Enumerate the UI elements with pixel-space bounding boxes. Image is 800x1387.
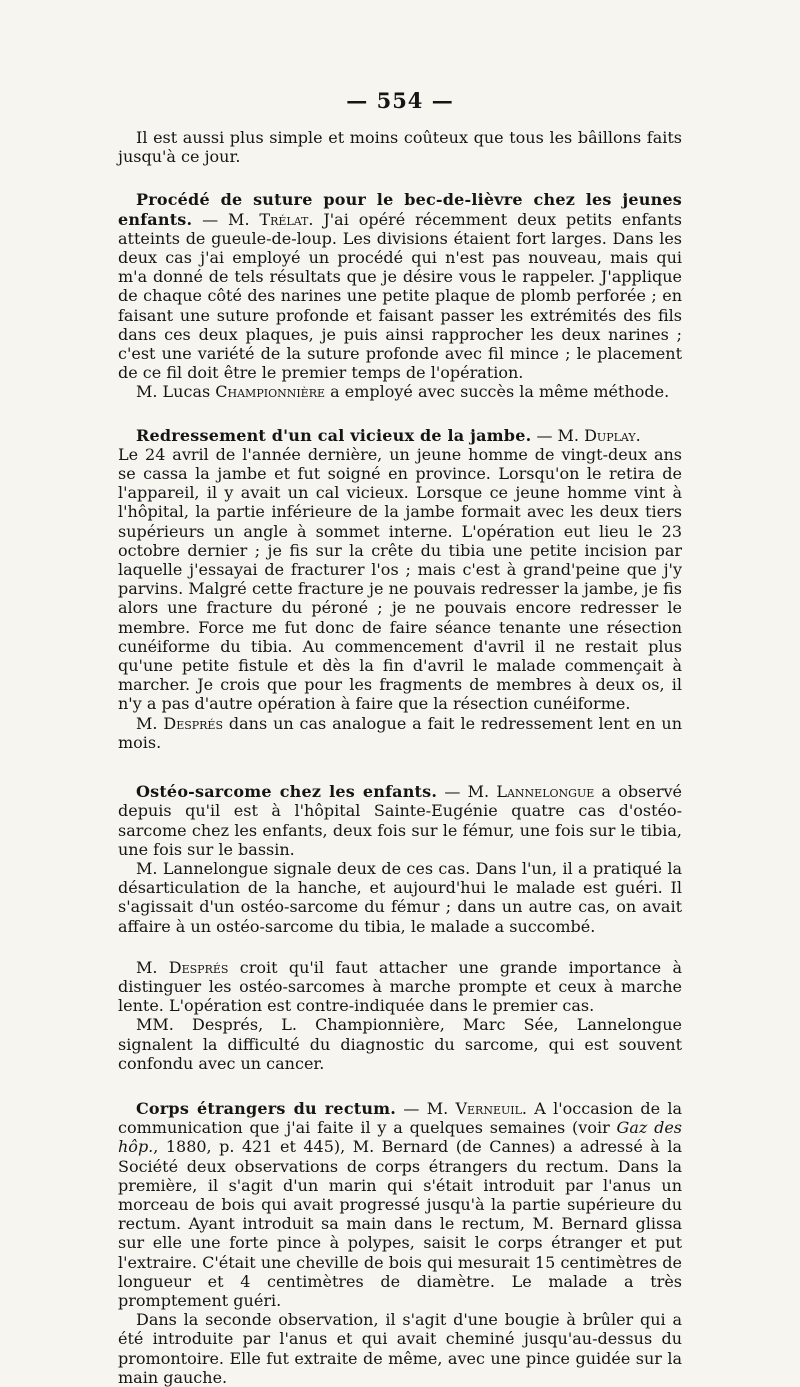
rectum-dash: — M.	[396, 1098, 456, 1118]
osteo-text: a observé depuis qu'il est à l'hôpital Sainte-Eugénie quatre cas d'ostéo-sarcome chez les enfants, deux fois sur le fémur, une fois sur le tibia, une fois sur le bassin.	[118, 782, 682, 859]
intro-paragraph: Il est aussi plus simple et moins coûteux que tous les bâillons faits jusqu'à ce jour.	[118, 128, 682, 167]
page-number: — 554 —	[346, 88, 454, 113]
section-suture	[118, 190, 682, 401]
section-osteo	[118, 782, 682, 1073]
suture-heading: Procédé de suture pour le bec-de-lièvre chez les jeunes enfants.	[118, 190, 682, 229]
suture-author: Trélat	[259, 209, 309, 229]
osteo-author: Lannelongue	[496, 782, 595, 802]
jambe-dash: — M.	[531, 425, 585, 445]
osteo-p3-prefix: M.	[136, 957, 169, 977]
rectum-text-a: . A l'occasion de la communication que j'ai faite il y a quelques semaines (voir	[118, 1098, 682, 1138]
suture-p2-prefix: M. Lucas	[136, 382, 216, 402]
rectum-text-b: , 1880, p. 421 et 445), M. Bernard (de Cannes) a adressé à la Société deux observations de corps étrangers du rectum. Dans la première, il s'agit d'un marin qui s'était introduit par l'anus un morceau de bois qui avait progressé jusqu'à la partie supérieure du rectum. Ayant introduit sa main dans le rectum, M. Bernard glissa sur elle une forte pince à polypes, saisit le corps étranger et put l'extraire. C'était une cheville de bois qui mesurait 15 centimètres de longueur et 4 centimètres de diamètre. Le malade a très promptement guéri.	[118, 1137, 682, 1310]
jambe-paragraph-1: Le 24 avril de l'année dernière, un jeune homme de vingt-deux ans se cassa la jambe et fut soigné en province. Lorsqu'on le retira de l'appareil, il y avait un cal vicieux. Lorsque ce jeune homme vint à l'hôpital, la partie inférieure de la jambe formait avec les deux tiers supérieurs un angle à sommet interne. L'opération eut lieu le 23 octobre dernier ; je fis sur la crête du tibia une petite incision par laquelle j'essayai de fracturer l'os ; mais c'est à grand'peine que j'y parvins. Malgré cette fracture je ne pouvais redresser la jambe, je fis alors une fracture du péroné ; je ne pouvais encore redresser le membre. Force me fut donc de faire séance tenante une résection cunéiforme du tibia. Au commencement d'avril il ne restait plus qu'une petite fistule et dès la fin d'avril le malade commençait à marcher. Je crois que pour les fragments de membres à deux os, il n'y a pas d'autre opération à faire que la résection cunéiforme.	[118, 444, 682, 714]
suture-paragraph-2	[118, 382, 682, 401]
jambe-paragraph-2	[118, 714, 682, 752]
osteo-paragraph-1	[118, 782, 682, 859]
jambe-heading-line	[118, 426, 682, 445]
rectum-paragraph-1	[118, 1099, 682, 1310]
suture-p2-name: Championnière	[215, 382, 326, 402]
rectum-paragraph-2: Dans la seconde observation, il s'agit d'une bougie à brûler qui a été introduite par l'anus et qui avait cheminé jusqu'au-dessus du promontoire. Elle fut extraite de même, avec une pince guidée sur la main gauche.	[118, 1310, 682, 1387]
section-jambe	[118, 426, 682, 752]
suture-text: . J'ai opéré récemment deux petits enfants atteints de gueule-de-loup. Les divisions étaient fort larges. Dans les deux cas j'ai employé un procédé qui n'est pas nouveau, mais qui m'a donné de tels résultats que je désire vous le rappeler. J'applique de chaque côté des narines une petite plaque de plomb perforée ; en faisant une suture profonde et faisant passer les extrémités des fils dans ces deux plaques, je puis ainsi rapprocher les deux narines ; c'est une variété de la suture profonde avec fil mince ; le placement de ce fil doit être le premier temps de l'opération.	[118, 209, 682, 383]
osteo-p3-name: Després	[168, 957, 229, 977]
osteo-paragraph-2: M. Lannelongue signale deux de ces cas. Dans l'un, il a pratiqué la désarticulation de la hanche, et aujourd'hui le malade est guéri. Il s'agissait d'un ostéo-sarcome du fémur ; dans un autre cas, on avait affaire à un ostéo-sarcome du tibia, le malade a succombé.	[118, 858, 682, 936]
osteo-paragraph-4: MM. Després, L. Championnière, Marc Sée, Lannelongue signalent la difficulté du diagnostic du sarcome, qui est souvent confondu avec un cancer.	[118, 1015, 682, 1073]
jambe-p2-name: Després	[163, 713, 224, 733]
suture-dash: — M.	[192, 209, 260, 229]
osteo-heading: Ostéo-sarcome chez les enfants.	[136, 782, 438, 802]
rectum-author: Verneuil	[455, 1098, 522, 1118]
osteo-paragraph-3	[118, 958, 682, 1016]
jambe-author-end: .	[635, 425, 641, 445]
osteo-p3-text: croit qu'il faut attacher une grande importance à distinguer les ostéo-sarcomes à marche prompte et ceux à marche lente. L'opération est contre-indiquée dans le premier cas.	[118, 957, 682, 1016]
jambe-p2-text: dans un cas analogue a fait le redressement lent en un mois.	[118, 713, 682, 752]
jambe-heading: Redressement d'un cal vicieux de la jambe.	[136, 425, 532, 445]
rectum-heading: Corps étrangers du rectum.	[136, 1098, 397, 1118]
suture-p2-text: a employé avec succès la même méthode.	[325, 382, 670, 402]
jambe-p2-prefix: M.	[136, 713, 164, 733]
osteo-dash: — M.	[437, 782, 497, 802]
section-rectum	[118, 1099, 682, 1387]
rectum-reference: Gaz des hôp.	[118, 1118, 683, 1157]
jambe-author: Duplay	[584, 425, 636, 445]
suture-paragraph-1	[118, 190, 682, 382]
